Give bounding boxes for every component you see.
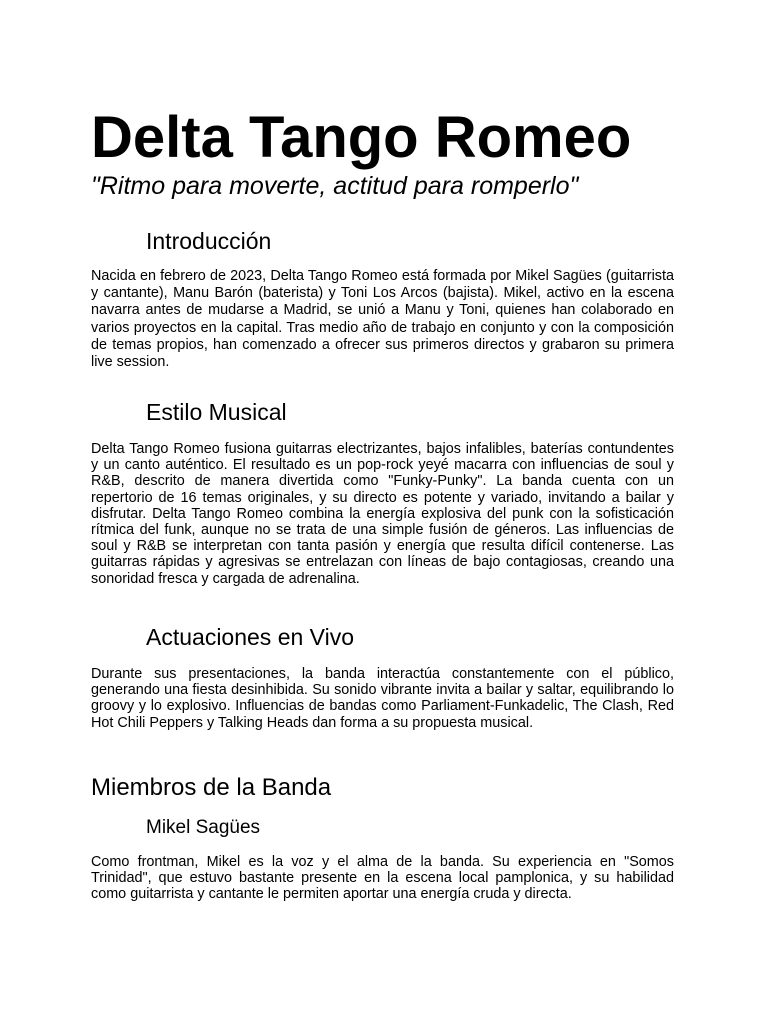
heading-estilo-musical: Estilo Musical — [146, 399, 287, 425]
document-subtitle: "Ritmo para moverte, actitud para romperlo" — [91, 172, 579, 200]
paragraph-actuaciones-en-vivo: Durante sus presentaciones, la banda interactúa constantemente con el público, generando una fiesta desinhibida. Su sonido vibrante invita a bailar y saltar, equilibrando lo groovy y lo explosivo. Influencias de bandas como Parliament-Funkadelic, The Clash, Red Hot Chili Peppers y Talking Heads dan forma a su propuesta musical. — [91, 666, 674, 731]
heading-miembros-de-la-banda: Miembros de la Banda — [91, 774, 332, 801]
paragraph-estilo-musical: Delta Tango Romeo fusiona guitarras electrizantes, bajos infalibles, baterías contundentes y un canto auténtico. El resultado es un pop-rock yeyé macarra con influencias de soul y R&B, descrito de manera divertida como "Funky-Punky". La banda cuenta con un repertorio de 16 temas originales, y su directo es potente y variado, invitando a bailar y disfrutar. Delta Tango Romeo combina la energía explosiva del punk con la sofisticación rítmica del funk, aunque no se trata de una simple fusión de géneros. Las influencias de soul y R&B se interpretan con tanta pasión y energía que resulta difícil contenerse. Las guitarras rápidas y agresivas se entrelazan con líneas de bajo contagiosas, creando una sonoridad fresca y cargada de adrenalina. — [91, 441, 674, 587]
document-title: Delta Tango Romeo — [91, 105, 632, 170]
heading-mikel-sagues: Mikel Sagües — [146, 817, 261, 838]
heading-actuaciones-en-vivo: Actuaciones en Vivo — [146, 624, 354, 650]
paragraph-introduccion: Nacida en febrero de 2023, Delta Tango Romeo está formada por Mikel Sagües (guitarrista y cantante), Manu Barón (baterista) y Toni Los Arcos (bajista). Mikel, activo en la escena navarra antes de mudarse a Madrid, se unió a Manu y Toni, quienes han colaborado en varios proyectos en la capital. Tras medio año de trabajo en conjunto y con la composición de temas propios, han comenzado a ofrecer sus primeros directos y grabaron su primera live session. — [91, 268, 674, 371]
heading-introduccion: Introducción — [146, 228, 272, 254]
paragraph-mikel-sagues: Como frontman, Mikel es la voz y el alma de la banda. Su experiencia en "Somos Trinidad", que estuvo bastante presente en la escena local pamplonica, y su habilidad como guitarrista y cantante le permiten aportar una energía cruda y directa. — [91, 854, 674, 903]
